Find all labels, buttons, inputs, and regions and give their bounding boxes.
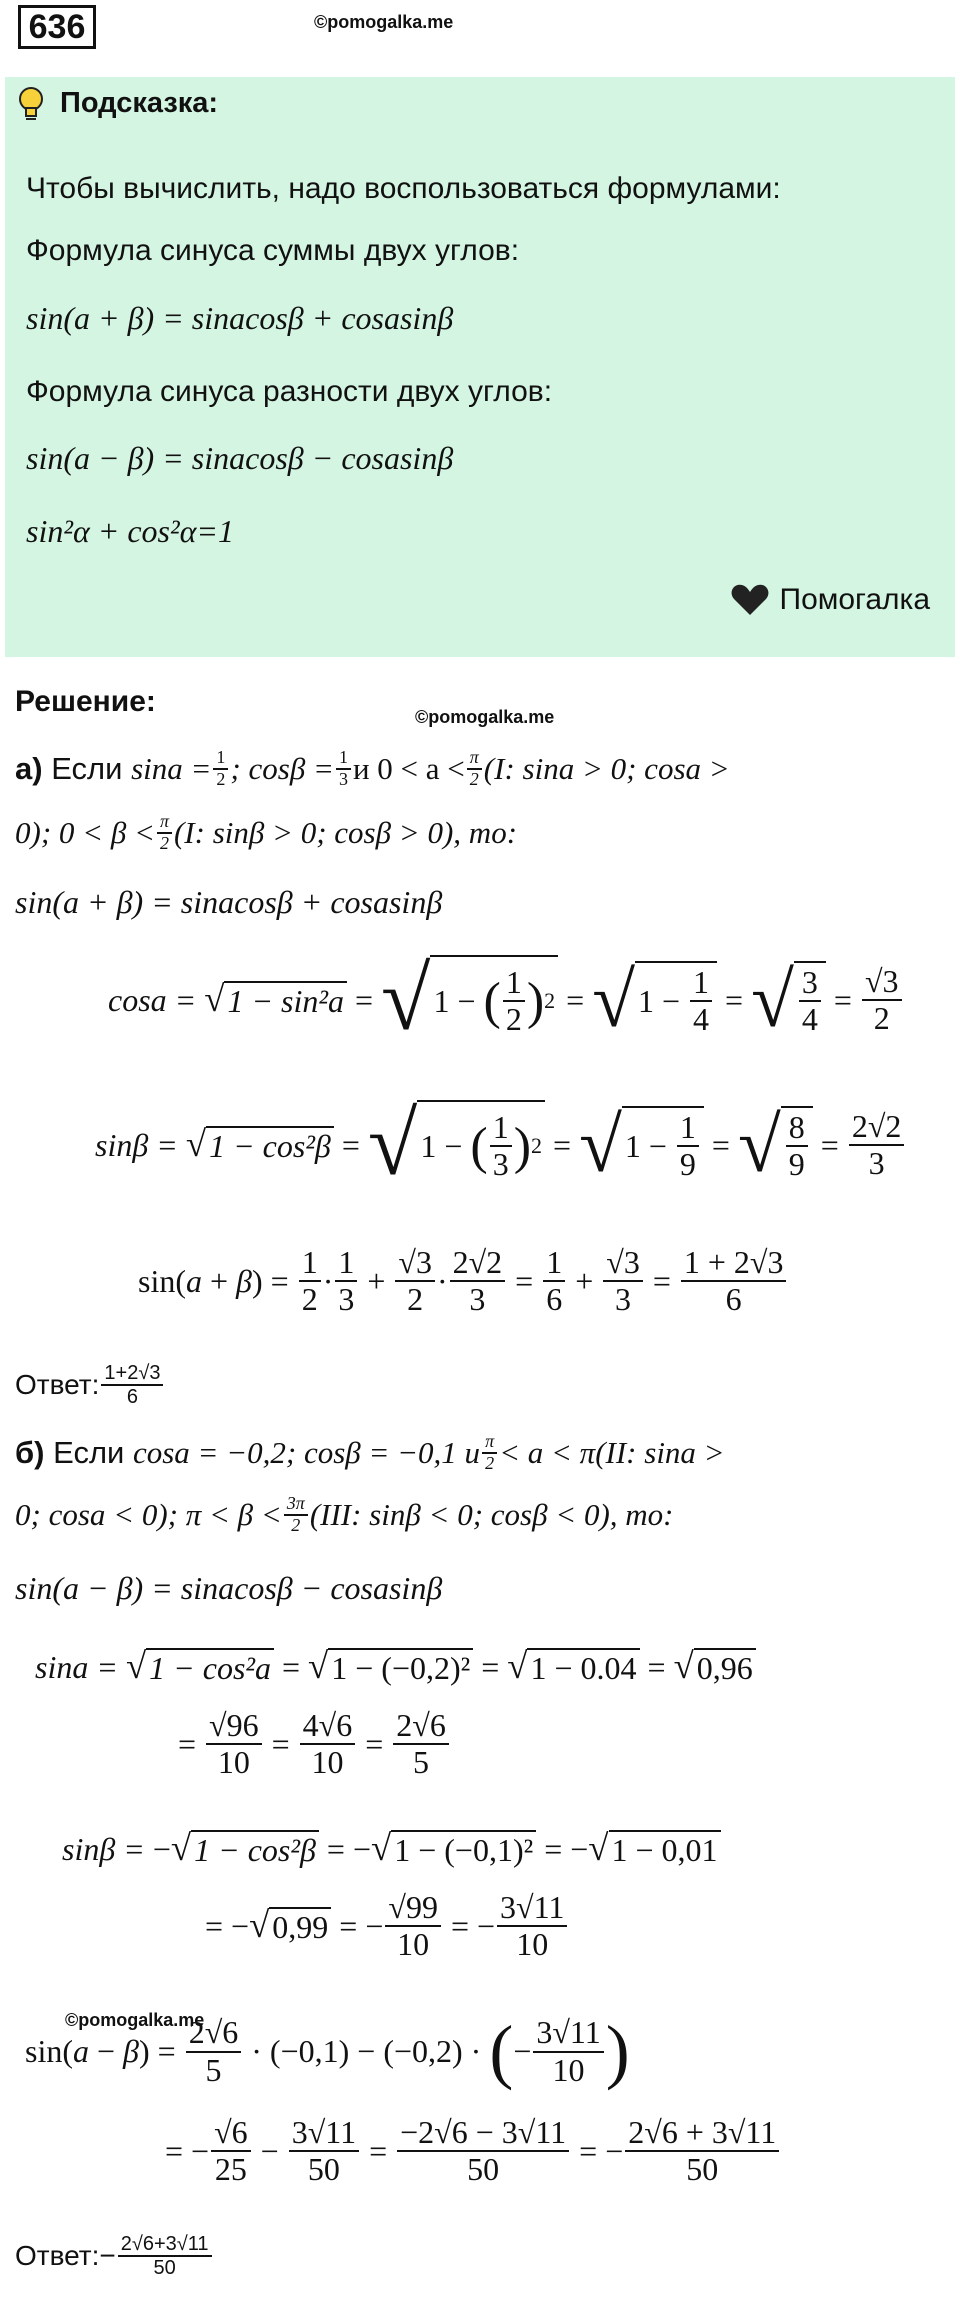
part-a-if: Если (51, 750, 123, 786)
lightbulb-icon (16, 86, 46, 122)
eq-sinb-b: sinβ = − √ 1 − cos²β = − √ 1 − (−0,1)² = − √ 1 − 0,01 (62, 1830, 721, 1869)
part-a-cond-1c: и 0 < a < (352, 750, 465, 786)
brand-name: Помогалка (779, 583, 930, 616)
part-b-answer (15, 2233, 214, 2279)
frac-pi-2b: $\frac{\pi}{2}$ (157, 812, 172, 854)
part-b-answer-fraction: $\frac{2√6+3√11}{50}$ (118, 2233, 212, 2279)
frac-pi-2: $\frac{\pi}{2}$ (467, 748, 482, 790)
eq-sin-diff-1: sin(a − β) = $\frac{2√6}{5}$ · (−0,1) − (−0,2) · ( − $\frac{3√11}{10}$ ) (25, 2011, 630, 2091)
part-a-cond-1b: ; cosβ = (230, 750, 334, 786)
hint-diff-formula: sin(a − β) = sinacosβ − cosasinβ (26, 440, 454, 476)
part-b-label: б) (15, 1434, 45, 1470)
part-b-if: Если (53, 1434, 125, 1470)
eq-sinb: sinβ = √ 1 − cos²β = √ 1 − ( $\frac{1}{3}$ ) 2 = √ 1 − $\frac{1}{9}$ = √ $\frac{8}{9}$ = $\frac{2√2}{3}$ (95, 1100, 906, 1190)
frac-pi-2c: $\frac{\pi}{2}$ (482, 1432, 497, 1474)
frac-3pi-2: $\frac{3\pi}{2}$ (284, 1494, 308, 1536)
hint-intro: Чтобы вычислить, надо воспользоваться формулами: (26, 172, 781, 205)
watermark: ©pomogalka.me (314, 12, 454, 32)
hint-sum-label: Формула синуса суммы двух углов: (26, 234, 520, 267)
solution-watermark: ©pomogalka.me (415, 707, 555, 727)
frac-1-3: $\frac{1}{3}$ (336, 748, 351, 790)
part-b-cond-2a: 0; cosa < 0); π < β < (15, 1496, 282, 1532)
part-b-condition-line2 (15, 1494, 674, 1536)
part-a-cond-2a: 0); 0 < β < (15, 814, 155, 850)
part-a-answer-label: Ответ: (15, 1369, 100, 1400)
eq-sin-diff-2: = − $\frac{√6}{25}$ − $\frac{3√11}{50}$ = $\frac{-2√6 - 3√11}{50}$ = − $\frac{2√6 + 3√11}{50}$ (165, 2115, 781, 2187)
part-a-condition-line1 (15, 748, 730, 790)
part-b-answer-label: Ответ:− (15, 2240, 116, 2271)
problem-number: 636 (18, 5, 96, 49)
hint-sum-formula: sin(a + β) = sinacosβ + cosasinβ (26, 300, 454, 336)
part-a-condition-line2 (15, 812, 517, 854)
hint-box (5, 77, 955, 657)
frac-1-2: $\frac{1}{2}$ (213, 748, 228, 790)
eq-sin-sum-result: sin(a + β) = $\frac{1}{2}$ · $\frac{1}{3}$ + $\frac{√3}{2}$ · $\frac{2√2}{3}$ = $\frac{1}{6}$ + $\frac{√3}{3}$ = $\frac{1 + 2√3}{6}$ (138, 1245, 788, 1317)
part-b-watermark: ©pomogalka.me (65, 2010, 205, 2030)
part-a-answer-fraction: $\frac{1+2√3}{6}$ (101, 1362, 163, 1408)
heart-icon (730, 583, 770, 617)
part-b-cond-1a: cosa = −0,2; cosβ = −0,1 и (132, 1434, 481, 1470)
brand (730, 583, 931, 617)
hint-diff-label: Формула синуса разности двух углов: (26, 375, 553, 408)
part-a-answer (15, 1362, 165, 1408)
eq-sina: sina = √ 1 − cos²a = √ 1 − (−0,2)² = √ 1 − 0.04 = √ 0,96 (35, 1648, 756, 1687)
eq-sina-2: = $\frac{√96}{10}$ = $\frac{4√6}{10}$ = $\frac{2√6}{5}$ (178, 1708, 451, 1780)
solution-title: Решение: (15, 685, 156, 718)
hint-identity: sin²α + cos²α=1 (26, 513, 234, 549)
part-a-cond-2b: (I: sinβ > 0; cosβ > 0), то: (173, 814, 518, 850)
part-a-cond-1a: sina = (131, 750, 212, 786)
eq-sinb-b-2: = − √ 0,99 = − $\frac{√99}{10}$ = − $\frac{3√11}{10}$ (205, 1890, 569, 1962)
part-b-formula: sin(a − β) = sinacosβ − cosasinβ (15, 1570, 443, 1606)
hint-title: Подсказка: (60, 87, 219, 119)
part-b-cond-1b: < a < π(II: sina > (499, 1434, 725, 1470)
eq-cosa: cosa = √ 1 − sin²a = √ 1 − ( $\frac{1}{2}$ ) 2 = √ 1 − $\frac{1}{4}$ = √ $\frac{3}{4}$ = $\frac{√3}{2}$ (108, 955, 904, 1045)
part-a-formula: sin(a + β) = sinacosβ + cosasinβ (15, 884, 443, 920)
part-b-condition-line1 (15, 1432, 725, 1474)
part-b-cond-2b: (III: sinβ < 0; cosβ < 0), то: (309, 1496, 674, 1532)
part-a-label: а) (15, 750, 43, 786)
part-a-cond-1d: (I: sina > 0; cosa > (483, 750, 730, 786)
